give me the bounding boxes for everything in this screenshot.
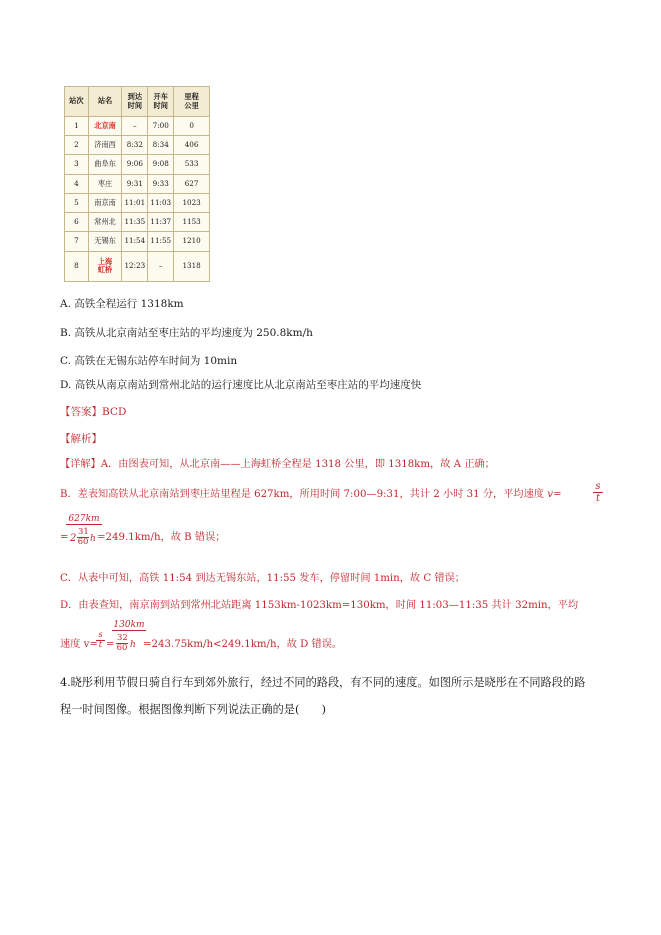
table-row xyxy=(65,251,210,281)
cell-station-no: 1 xyxy=(65,117,89,136)
cell-station-name: 北京南 xyxy=(88,117,122,136)
cell-distance: 533 xyxy=(174,155,210,174)
cell-station-no: 5 xyxy=(65,193,89,212)
cell-departure: 11:37 xyxy=(148,213,174,232)
fraction-numerator: s xyxy=(593,481,603,493)
cell-departure: 11:03 xyxy=(148,193,174,212)
train-timetable xyxy=(64,86,210,282)
cell-distance: 0 xyxy=(174,117,210,136)
d-fraction-numerator-km: 130km xyxy=(113,620,145,630)
cell-station-no: 6 xyxy=(65,213,89,232)
header-distance: 里程 公里 xyxy=(174,87,210,117)
cell-distance: 406 xyxy=(174,136,210,155)
table-row xyxy=(65,117,210,136)
fraction-denominator: t xyxy=(595,493,601,504)
detail-b-text: B．差表知高铁从北京南站到枣庄站里程是 627km，所用时间 7:00—9:31，共计 2 小时 31 分，平均速度 xyxy=(60,489,548,500)
table-row xyxy=(65,174,210,193)
cell-distance: 1210 xyxy=(174,232,210,251)
detail-a: 【详解】A．由图表可知，从北京南——上海虹桥全程是 1318 公里，即 1318km，故 A 正确； xyxy=(60,459,495,470)
cell-station-name: 常州北 xyxy=(88,213,122,232)
cell-arrival: 12:23 xyxy=(122,251,148,281)
answer-label: 【答案】BCD xyxy=(60,406,127,418)
cell-departure: 8:34 xyxy=(148,136,174,155)
detail-b-tail: =249.1km/h，故 B 错误； xyxy=(97,532,226,543)
d-fraction-denominator: t xyxy=(98,640,103,650)
cell-departure: 7:00 xyxy=(148,117,174,136)
cell-arrival: 9:31 xyxy=(122,174,148,193)
b-fraction-den-int: 2 xyxy=(70,533,77,544)
cell-station-name: 上海 虹桥 xyxy=(88,251,122,281)
table-row xyxy=(65,136,210,155)
d-fraction-s-over-t xyxy=(96,631,105,650)
table-row xyxy=(65,213,210,232)
question4-line2: 程一时间图像。根据图像判断下列说法正确的是( ) xyxy=(60,703,327,716)
cell-station-name: 济南西 xyxy=(88,136,122,155)
d-fraction-numerator: s xyxy=(96,631,105,641)
b-mixed-fraction xyxy=(77,528,89,547)
d-inner-fraction xyxy=(116,634,128,653)
cell-station-no: 2 xyxy=(65,136,89,155)
analysis-label: 【解析】 xyxy=(60,433,102,445)
cell-station-no: 8 xyxy=(65,251,89,281)
d-den-unit: h xyxy=(130,640,136,650)
option-d: D. 高铁从南京南站到常州北站的运行速度比从北京南站至枣庄站的平均速度快 xyxy=(60,379,422,391)
detail-d-head: 速度 v= xyxy=(60,639,98,650)
cell-departure: 9:33 xyxy=(148,174,174,193)
cell-station-name: 南京南 xyxy=(88,193,122,212)
cell-distance: 1318 xyxy=(174,251,210,281)
header-arrival-time: 到达 时间 xyxy=(122,87,148,117)
detail-b-eq: = xyxy=(60,532,69,543)
option-b: B. 高铁从北京南站至枣庄站的平均速度为 250.8km/h xyxy=(60,327,313,339)
cell-arrival: 8:32 xyxy=(122,136,148,155)
cell-station-name: 曲阜东 xyxy=(88,155,122,174)
d-inner-num: 32 xyxy=(117,633,128,643)
cell-departure: 9:08 xyxy=(148,155,174,174)
cell-arrival: 9:06 xyxy=(122,155,148,174)
cell-arrival: 11:35 xyxy=(122,213,148,232)
option-a: A. 高铁全程运行 1318km xyxy=(60,298,184,310)
question4-line1: 4.晓彤利用节假日骑自行车到郊外旅行，经过不同的路段，有不同的速度。如图所示是晓彤在不同路段的路 xyxy=(60,676,586,689)
cell-departure: – xyxy=(148,251,174,281)
cell-station-no: 7 xyxy=(65,232,89,251)
table-row xyxy=(65,193,210,212)
b-mixed-den: 60 xyxy=(77,537,89,547)
cell-arrival: 11:01 xyxy=(122,193,148,212)
cell-distance: 1153 xyxy=(174,213,210,232)
cell-arrival: – xyxy=(122,117,148,136)
d-equals: = xyxy=(106,639,115,650)
table-header-row xyxy=(65,87,210,117)
cell-station-name: 无锡东 xyxy=(88,232,122,251)
cell-distance: 1023 xyxy=(174,193,210,212)
header-station-no: 站次 xyxy=(65,87,89,117)
table-row xyxy=(65,155,210,174)
cell-distance: 627 xyxy=(174,174,210,193)
option-c: C. 高铁在无锡东站停车时间为 10min xyxy=(60,355,238,367)
table-row xyxy=(65,232,210,251)
detail-b-line1 xyxy=(60,488,562,502)
detail-c: C．从表中可知，高铁 11:54 到达无锡东站，11:55 发车，停留时间 1min，故 C 错误； xyxy=(60,573,465,584)
detail-d-line1: D．由表查知，南京南到站到常州北站距离 1153km-1023km=130km，时间 11:03—11:35 共计 32min，平均 xyxy=(60,600,579,611)
header-departure-time: 开车 时间 xyxy=(148,87,174,117)
cell-station-no: 3 xyxy=(65,155,89,174)
detail-d-tail: =243.75km/h<249.1km/h，故 D 错误。 xyxy=(143,639,343,650)
d-inner-den: 60 xyxy=(116,643,128,653)
cell-station-name: 枣庄 xyxy=(88,174,122,193)
b-fraction-numerator: 627km xyxy=(66,514,102,525)
fraction-s-over-t xyxy=(593,481,603,504)
b-mixed-num: 31 xyxy=(78,527,89,537)
cell-arrival: 11:54 xyxy=(122,232,148,251)
b-den-unit: h xyxy=(90,534,96,544)
detail-b-v: v= xyxy=(547,489,562,500)
header-station-name: 站名 xyxy=(88,87,122,117)
cell-departure: 11:55 xyxy=(148,232,174,251)
cell-station-no: 4 xyxy=(65,174,89,193)
